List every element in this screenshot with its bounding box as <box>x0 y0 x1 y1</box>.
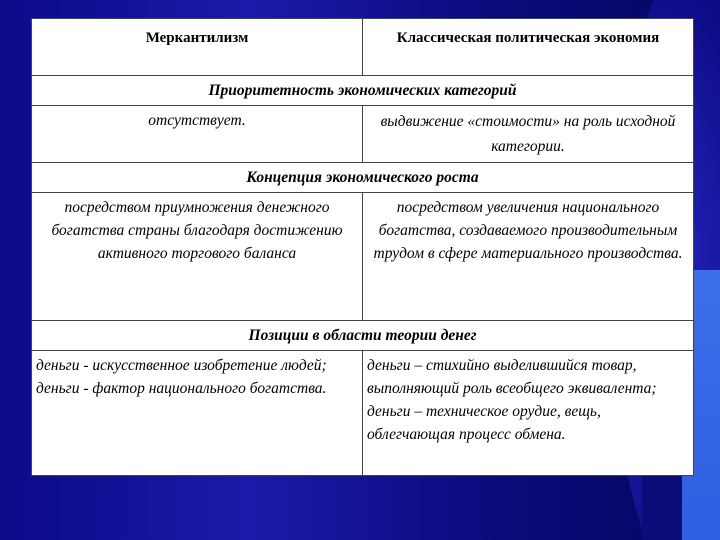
table-header-row <box>32 19 694 76</box>
cell-money-classical <box>363 351 694 476</box>
table-row <box>32 351 694 476</box>
section-title-money: Позиции в области теории денег <box>32 321 694 351</box>
cell-growth-classical: посредством увеличения национального богатства, создаваемого производительным трудом в сфере материального производства. <box>363 193 694 321</box>
section-title-row <box>32 76 694 106</box>
money-classical-line: деньги – техническое орудие, вещь, облегчающая процесс обмена. <box>367 403 601 443</box>
cell-priority-classical: выдвижение «стоимости» на роль исходной категории. <box>363 106 694 163</box>
money-mercantilism-line: деньги - фактор национального богатства. <box>36 380 327 397</box>
table-row <box>32 193 694 321</box>
table-row <box>32 106 694 163</box>
money-classical-line: деньги – стихийно выделившийся товар, выполняющий роль всеобщего эквивалента; <box>367 357 657 397</box>
section-title-row <box>32 163 694 193</box>
money-mercantilism-line: деньги - искусственное изобретение людей; <box>36 357 327 374</box>
cell-money-mercantilism <box>32 351 363 476</box>
section-title-row <box>32 321 694 351</box>
comparison-table <box>31 18 694 476</box>
header-mercantilism: Меркантилизм <box>32 19 363 76</box>
section-title-growth: Концепция экономического роста <box>32 163 694 193</box>
section-title-priority: Приоритетность экономических категорий <box>32 76 694 106</box>
header-classical-economy: Классическая политическая экономия <box>363 19 694 76</box>
cell-growth-mercantilism: посредством приумножения денежного богатства страны благодаря достижению активного торгового баланса <box>32 193 363 321</box>
cell-priority-mercantilism: отсутствует. <box>32 106 363 163</box>
